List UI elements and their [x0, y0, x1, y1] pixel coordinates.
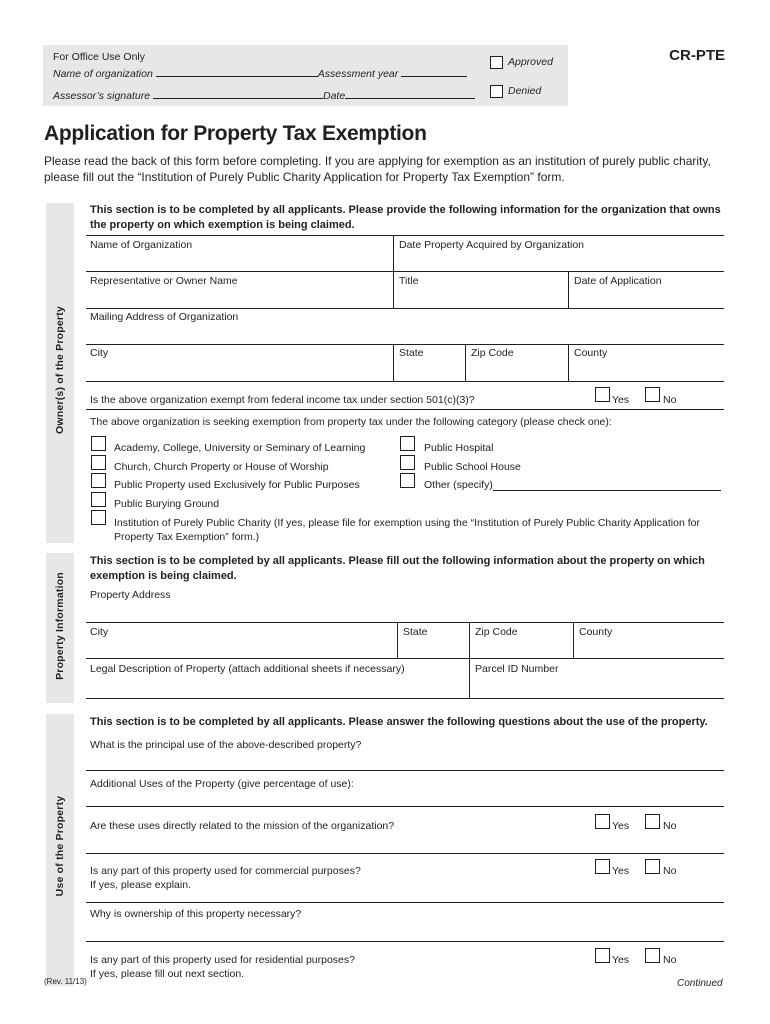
owner-divider-2	[393, 271, 394, 308]
cat-school-label: Public School House	[424, 461, 521, 473]
cat-public-checkbox[interactable]	[91, 473, 106, 488]
category-question: The above organization is seeking exemption from property tax under the following category (please check one):	[90, 416, 612, 428]
use-rule-4	[86, 902, 724, 903]
property-rule-2	[86, 658, 724, 659]
office-date-label: Date	[323, 90, 346, 102]
property-divider-1	[397, 622, 398, 658]
commercial-no-label: No	[663, 865, 677, 877]
title-label: Title	[399, 275, 419, 287]
owner-side-label: Owner(s) of the Property	[54, 306, 66, 434]
office-name-row	[53, 66, 467, 80]
cat-other-label: Other (specify)	[424, 479, 493, 491]
property-rule-1	[86, 622, 724, 623]
office-use-box	[43, 45, 568, 106]
owner-divider-3	[568, 271, 569, 308]
date-acquired-label: Date Property Acquired by Organization	[399, 239, 585, 251]
property-address-label: Property Address	[90, 589, 171, 601]
use-side-label: Use of the Property	[54, 795, 66, 897]
denied-label: Denied	[508, 85, 542, 97]
cat-hospital-checkbox[interactable]	[400, 436, 415, 451]
residential-no-checkbox[interactable]	[645, 948, 660, 963]
parcel-id-label: Parcel ID Number	[475, 663, 559, 675]
exempt-yes-label: Yes	[612, 394, 630, 406]
mission-no-label: No	[663, 820, 677, 832]
approved-label: Approved	[508, 56, 553, 68]
office-assess-year-line[interactable]	[401, 66, 467, 77]
page-title: Application for Property Tax Exemption	[44, 122, 427, 145]
office-name-line[interactable]	[156, 66, 318, 77]
property-divider-4	[469, 658, 470, 698]
q-commercial-sub: If yes, please explain.	[90, 879, 191, 891]
use-rule-5	[86, 941, 724, 942]
exempt-question: Is the above organization exempt from federal income tax under section 501(c)(3)?	[90, 394, 475, 406]
owner-rule-6	[86, 409, 724, 410]
residential-yes-checkbox[interactable]	[595, 948, 610, 963]
exempt-no-checkbox[interactable]	[645, 387, 660, 402]
owner-divider-1	[393, 235, 394, 271]
denied-checkbox[interactable]	[490, 85, 503, 98]
property-side-label: Property Information	[54, 572, 66, 680]
use-rule-3	[86, 853, 724, 854]
office-sig-row	[53, 88, 475, 102]
owner-city-label: City	[90, 347, 109, 359]
cat-other-checkbox[interactable]	[400, 473, 415, 488]
use-rule-1	[86, 770, 724, 771]
owner-rule-2	[86, 271, 724, 272]
cat-institution-label: Institution of Purely Public Charity (If yes, please file for exemption using the “Institution of Purely Public Charity Application for Property Tax Exemption” form.)	[114, 517, 700, 543]
exempt-no-label: No	[663, 394, 677, 406]
office-assess-year-label: Assessment year	[317, 68, 399, 80]
owner-state-label: State	[399, 347, 424, 359]
cat-hospital-label: Public Hospital	[424, 442, 494, 454]
property-county-label: County	[579, 626, 613, 638]
exempt-yes-checkbox[interactable]	[595, 387, 610, 402]
name-org-label: Name of Organization	[90, 239, 193, 251]
property-rule-3	[86, 698, 724, 699]
q-commercial-label: Is any part of this property used for commercial purposes?	[90, 865, 361, 877]
property-divider-3	[573, 622, 574, 658]
q-additional-label: Additional Uses of the Property (give percentage of use):	[90, 778, 354, 790]
mailing-label: Mailing Address of Organization	[90, 311, 239, 323]
owner-county-label: County	[574, 347, 608, 359]
owner-rule-4	[86, 344, 724, 345]
q-principal-label: What is the principal use of the above-described property?	[90, 739, 362, 751]
mission-yes-label: Yes	[612, 820, 630, 832]
cat-school-checkbox[interactable]	[400, 455, 415, 470]
cat-burying-label: Public Burying Ground	[114, 498, 220, 510]
cat-burying-checkbox[interactable]	[91, 492, 106, 507]
mission-no-checkbox[interactable]	[645, 814, 660, 829]
property-zip-label: Zip Code	[475, 626, 518, 638]
legal-desc-label: Legal Description of Property (attach additional sheets if necessary)	[90, 663, 405, 675]
form-id: CR-PTE	[669, 47, 725, 64]
cat-academy-checkbox[interactable]	[91, 436, 106, 451]
cat-public-label: Public Property used Exclusively for Public Purposes	[114, 479, 360, 491]
commercial-no-checkbox[interactable]	[645, 859, 660, 874]
intro-text: Please read the back of this form before completing. If you are applying for exemption as an institution of purely public charity, please fill out the “Institution of Purely Public Charity Application for Property Tax Exemption” form.	[44, 154, 711, 184]
residential-no-label: No	[663, 954, 677, 966]
property-state-label: State	[403, 626, 428, 638]
property-divider-2	[469, 622, 470, 658]
owner-zip-label: Zip Code	[471, 347, 514, 359]
date-app-label: Date of Application	[574, 275, 662, 287]
q-residential-sub: If yes, please fill out next section.	[90, 968, 245, 980]
cat-institution-checkbox[interactable]	[91, 510, 106, 525]
rev-footer: (Rev. 11/13)	[44, 977, 87, 986]
owner-rule-5	[86, 381, 724, 382]
cat-other-line[interactable]	[493, 490, 721, 491]
q-residential-label: Is any part of this property used for residential purposes?	[90, 954, 355, 966]
property-section-heading: This section is to be completed by all applicants. Please fill out the following information about the property on which exemption is being claimed.	[90, 555, 705, 582]
office-sig-label: Assessor’s signature	[53, 90, 151, 102]
q-ownership-label: Why is ownership of this property necessary?	[90, 908, 302, 920]
rep-name-label: Representative or Owner Name	[90, 275, 238, 287]
owner-divider-5	[465, 344, 466, 381]
commercial-yes-label: Yes	[612, 865, 630, 877]
residential-yes-label: Yes	[612, 954, 630, 966]
q-mission-label: Are these uses directly related to the mission of the organization?	[90, 820, 395, 832]
owner-section-heading: This section is to be completed by all applicants. Please provide the following information for the organization that owns the property on which exemption is being claimed.	[90, 204, 721, 231]
office-sig-line[interactable]	[153, 88, 323, 99]
office-date-line[interactable]	[345, 88, 475, 99]
continued-footer: Continued	[677, 978, 723, 989]
owner-rule-3	[86, 308, 724, 309]
commercial-yes-checkbox[interactable]	[595, 859, 610, 874]
cat-academy-label: Academy, College, University or Seminary of Learning	[114, 442, 366, 454]
use-section-heading: This section is to be completed by all applicants. Please answer the following questions about the use of the property.	[90, 716, 708, 728]
property-city-label: City	[90, 626, 109, 638]
owner-divider-6	[568, 344, 569, 381]
use-rule-2	[86, 806, 724, 807]
office-use-heading: For Office Use Only	[53, 51, 145, 63]
approved-checkbox[interactable]	[490, 56, 503, 69]
mission-yes-checkbox[interactable]	[595, 814, 610, 829]
cat-church-checkbox[interactable]	[91, 455, 106, 470]
office-name-label: Name of organization	[53, 68, 153, 80]
cat-church-label: Church, Church Property or House of Worship	[114, 461, 329, 473]
owner-rule-1	[86, 235, 724, 236]
owner-divider-4	[393, 344, 394, 381]
